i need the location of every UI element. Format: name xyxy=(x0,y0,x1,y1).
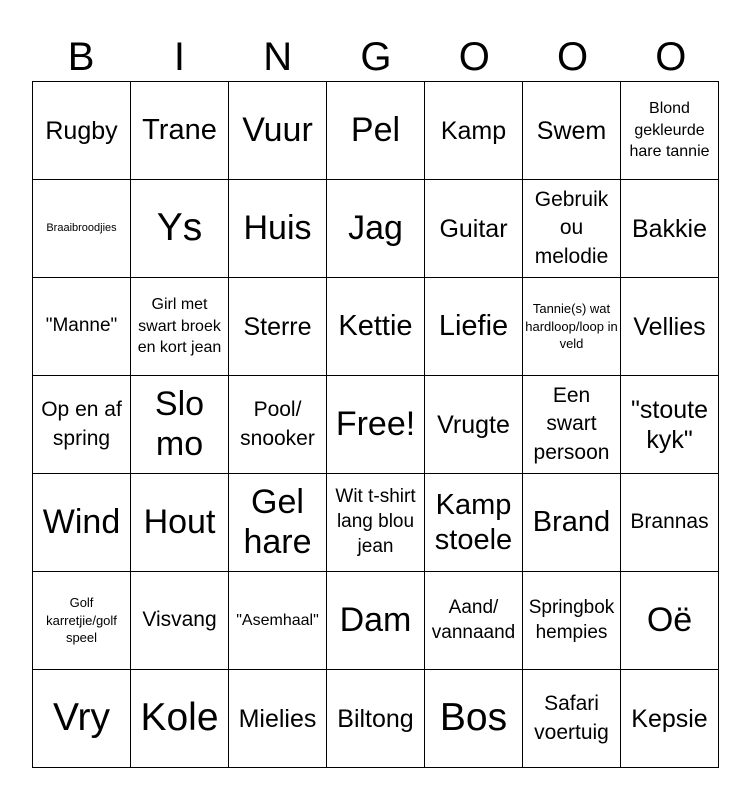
bingo-board xyxy=(32,81,719,768)
bingo-cell[interactable] xyxy=(131,474,229,572)
cell-text: Brannas xyxy=(630,510,709,534)
bingo-cell[interactable] xyxy=(33,82,131,180)
cell-text: Gebruik ou melodie xyxy=(534,187,609,268)
bingo-cell[interactable] xyxy=(131,376,229,474)
bingo-cell[interactable] xyxy=(229,474,327,572)
cell-text: Safari voertuig xyxy=(534,692,609,744)
bingo-cell[interactable] xyxy=(621,572,719,670)
header-letter: B xyxy=(67,35,95,79)
bingo-cell[interactable] xyxy=(621,180,719,278)
cell-text: Kole xyxy=(140,696,219,740)
bingo-cell[interactable] xyxy=(327,670,425,768)
bingo-cell[interactable] xyxy=(523,180,621,278)
bingo-cell[interactable] xyxy=(131,180,229,278)
bingo-cell[interactable] xyxy=(131,278,229,376)
cell-text: Vuur xyxy=(242,110,313,149)
bingo-cell[interactable] xyxy=(327,180,425,278)
bingo-cell[interactable] xyxy=(425,474,523,572)
bingo-cell[interactable] xyxy=(327,278,425,376)
bingo-cell[interactable] xyxy=(229,180,327,278)
bingo-cell[interactable] xyxy=(621,376,719,474)
bingo-cell[interactable] xyxy=(327,474,425,572)
cell-text: Dam xyxy=(339,600,412,639)
bingo-cell[interactable] xyxy=(621,670,719,768)
bingo-cell[interactable] xyxy=(425,278,523,376)
cell-text: Mielies xyxy=(238,704,317,733)
cell-text: Blond gekleurde hare tannie xyxy=(629,100,710,161)
cell-text: Braaibroodjies xyxy=(46,222,117,235)
bingo-cell[interactable] xyxy=(131,82,229,180)
cell-text: Gel hare xyxy=(243,483,312,561)
cell-text: Ys xyxy=(156,206,203,250)
cell-text: Kettie xyxy=(338,310,413,343)
cell-text: Kamp stoele xyxy=(434,488,513,556)
cell-text: Wit t-shirt lang blou jean xyxy=(335,486,416,557)
bingo-cell[interactable] xyxy=(523,376,621,474)
cell-text: Vry xyxy=(52,696,111,740)
header-letter: N xyxy=(263,35,293,79)
bingo-cell[interactable] xyxy=(229,572,327,670)
bingo-cell[interactable] xyxy=(523,278,621,376)
cell-text: Girl met swart broek en kort jean xyxy=(137,296,222,357)
cell-text: Wind xyxy=(42,502,121,541)
cell-text: Free! xyxy=(335,404,416,443)
cell-text: Guitar xyxy=(439,214,508,243)
bingo-cell[interactable] xyxy=(131,572,229,670)
cell-text: Golf karretjie/golf speel xyxy=(46,595,117,646)
cell-text: Bakkie xyxy=(631,214,708,243)
bingo-cell[interactable] xyxy=(33,180,131,278)
bingo-cell[interactable] xyxy=(327,376,425,474)
bingo-cell[interactable] xyxy=(327,82,425,180)
cell-text: Vellies xyxy=(633,312,706,341)
bingo-cell[interactable] xyxy=(33,474,131,572)
cell-text: Trane xyxy=(142,114,217,147)
bingo-cell[interactable] xyxy=(33,670,131,768)
bingo-cell[interactable] xyxy=(621,278,719,376)
cell-text: Biltong xyxy=(337,704,414,733)
cell-text: Kepsie xyxy=(631,704,708,733)
bingo-cell[interactable] xyxy=(425,180,523,278)
bingo-cell[interactable] xyxy=(425,670,523,768)
cell-text: "stoute kyk" xyxy=(631,395,708,454)
cell-text: Brand xyxy=(532,506,611,539)
cell-text: Tannie(s) wat hardloop/loop in veld xyxy=(525,301,618,352)
bingo-cell[interactable] xyxy=(523,670,621,768)
bingo-cell[interactable] xyxy=(229,278,327,376)
bingo-cell[interactable] xyxy=(229,82,327,180)
cell-text: Visvang xyxy=(142,608,217,632)
header-letter: O xyxy=(458,35,490,79)
cell-text: Liefie xyxy=(438,310,509,343)
cell-text: Huis xyxy=(243,208,312,247)
header-letter: I xyxy=(173,35,185,79)
bingo-cell[interactable] xyxy=(425,82,523,180)
bingo-cell[interactable] xyxy=(425,376,523,474)
cell-text: Sterre xyxy=(243,312,312,341)
bingo-cell[interactable] xyxy=(229,670,327,768)
bingo-cell[interactable] xyxy=(131,670,229,768)
cell-text: Bos xyxy=(439,696,508,740)
cell-text: "Manne" xyxy=(45,315,118,337)
bingo-cell[interactable] xyxy=(33,278,131,376)
header-letter: O xyxy=(655,35,687,79)
cell-text: Slo mo xyxy=(154,385,205,463)
cell-text: Vrugte xyxy=(437,410,510,439)
cell-text: Kamp xyxy=(440,116,507,145)
cell-text: Oë xyxy=(646,600,693,639)
cell-text: Een swart persoon xyxy=(533,383,610,464)
bingo-cell[interactable] xyxy=(523,474,621,572)
bingo-cell[interactable] xyxy=(229,376,327,474)
cell-text: Springbok hempies xyxy=(528,596,615,643)
bingo-cell[interactable] xyxy=(33,376,131,474)
bingo-cell[interactable] xyxy=(33,572,131,670)
bingo-cell[interactable] xyxy=(523,572,621,670)
header-letter: G xyxy=(360,35,392,79)
cell-text: Pool/ snooker xyxy=(240,398,315,450)
cell-text: Jag xyxy=(348,208,403,247)
cell-text: Swem xyxy=(536,116,607,145)
bingo-cell[interactable] xyxy=(621,474,719,572)
cell-text: Rugby xyxy=(45,116,118,145)
bingo-cell[interactable] xyxy=(621,82,719,180)
cell-text: Aand/ vannaand xyxy=(431,596,516,643)
bingo-cell[interactable] xyxy=(327,572,425,670)
cell-text: Hout xyxy=(143,502,216,541)
cell-text: Op en af spring xyxy=(41,398,122,450)
bingo-cell[interactable] xyxy=(425,572,523,670)
cell-text: Pel xyxy=(350,110,401,149)
header-letter: O xyxy=(556,35,589,79)
bingo-header xyxy=(32,34,720,80)
bingo-cell[interactable] xyxy=(523,82,621,180)
cell-text: "Asemhaal" xyxy=(236,611,319,629)
